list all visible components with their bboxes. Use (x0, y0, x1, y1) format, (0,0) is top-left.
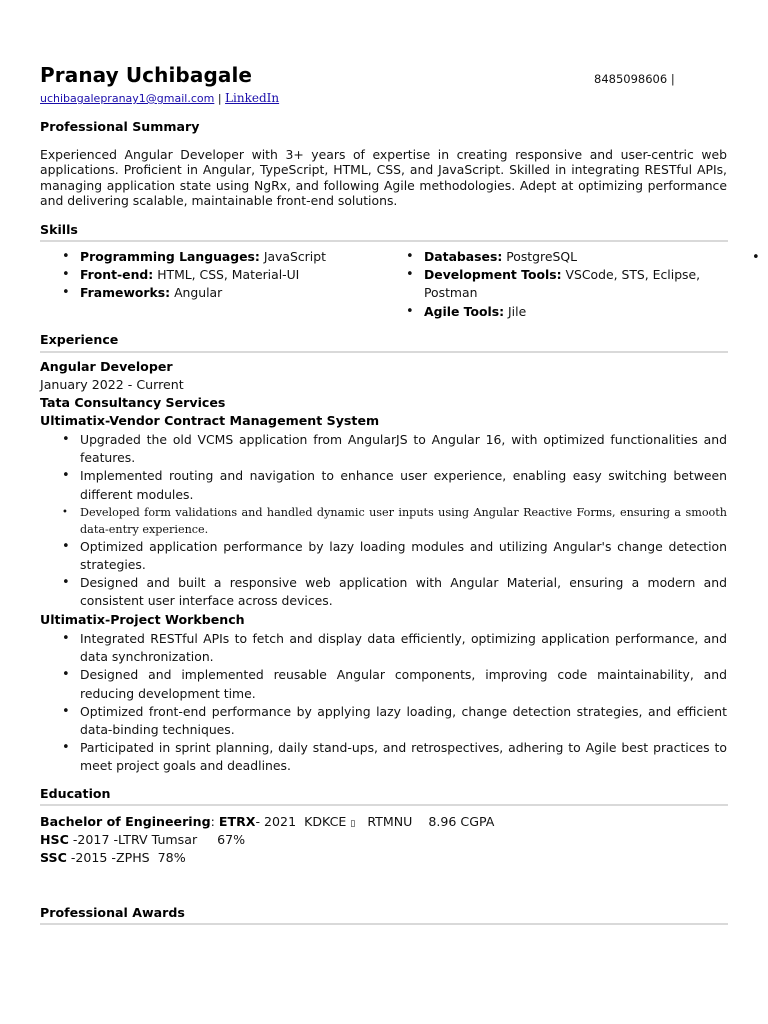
skills-divider (40, 240, 728, 242)
skills-list-left (40, 248, 370, 303)
phone-number: 8485098606 | (594, 72, 675, 86)
experience-heading: Experience (40, 332, 119, 347)
education-hsc: HSC -2017 -LTRV Tumsar 67% (40, 832, 246, 847)
list-item: • Designed and built a responsive web application with Angular Material, ensuring a modern and consistent user interface across devices. (40, 574, 727, 610)
skill-item: • Databases: PostgreSQL (384, 248, 728, 266)
list-item: • Designed and implemented reusable Angular components, improving code maintainability, and reducing development time. (40, 666, 727, 702)
list-item: • Optimized application performance by lazy loading modules and utilizing Angular's change detection strategies. (40, 538, 727, 574)
missing-glyph-icon: ▯ (350, 819, 356, 829)
project-bullets (40, 431, 727, 611)
candidate-name: Pranay Uchibagale (40, 63, 253, 87)
project-title: Ultimatix-Project Workbench (40, 612, 245, 627)
list-item: • Developed form validations and handled dynamic user inputs using Angular Reactive Forms, ensuring a smooth data-entry experience. (40, 504, 727, 538)
education-degree: Bachelor of Engineering: ETRX- 2021 KDKCE ▯ RTMNU 8.96 CGPA (40, 814, 495, 829)
list-item: • Integrated RESTful APIs to fetch and display data efficiently, optimizing application performance, and data synchronization. (40, 630, 727, 666)
education-divider (40, 804, 728, 806)
linkedin-link[interactable]: LinkedIn (225, 91, 280, 105)
skills-list-right (384, 248, 728, 321)
skills-heading: Skills (40, 222, 78, 237)
skill-item: • Front-end: HTML, CSS, Material-UI (40, 266, 370, 284)
experience-divider (40, 351, 728, 353)
list-item: • Participated in sprint planning, daily stand-ups, and retrospectives, adhering to Agile best practices to meet project goals and deadlines. (40, 739, 727, 775)
contact-line (40, 91, 279, 105)
skill-item: • Frameworks: Angular (40, 284, 370, 302)
project-title: Ultimatix-Vendor Contract Management System (40, 413, 380, 428)
list-item: • Optimized front-end performance by applying lazy loading, change detection strategies, and efficient data-binding techniques. (40, 703, 727, 739)
job-role: Angular Developer (40, 359, 173, 374)
skill-item: • Development Tools: VSCode, STS, Eclipse, Postman (384, 266, 728, 302)
stray-bullet: • (752, 250, 760, 265)
job-dates: January 2022 - Current (40, 377, 184, 392)
summary-text: Experienced Angular Developer with 3+ years of expertise in creating responsive and user-centric web applications. Proficient in Angular, TypeScript, HTML, CSS, and JavaScript. Skilled in integrating RESTful APIs, managing application state using NgRx, and following Agile methodologies. Adept at optimizing performance and delivering scalable, maintainable front-end solutions. (40, 147, 727, 209)
project-bullets (40, 630, 727, 776)
skill-item: • Programming Languages: JavaScript (40, 248, 370, 266)
skill-item: • Agile Tools: Jile (384, 303, 728, 321)
email-link[interactable]: uchibagalepranay1@gmail.com (40, 92, 215, 105)
contact-separator: | (217, 92, 222, 105)
awards-heading: Professional Awards (40, 905, 185, 920)
list-item: • Implemented routing and navigation to enhance user experience, enabling easy switching between different modules. (40, 467, 727, 503)
awards-divider (40, 923, 728, 925)
summary-heading: Professional Summary (40, 119, 200, 134)
education-ssc: SSC -2015 -ZPHS 78% (40, 850, 186, 865)
education-heading: Education (40, 786, 111, 801)
company-name: Tata Consultancy Services (40, 395, 226, 410)
list-item: • Upgraded the old VCMS application from AngularJS to Angular 16, with optimized functionalities and features. (40, 431, 727, 467)
